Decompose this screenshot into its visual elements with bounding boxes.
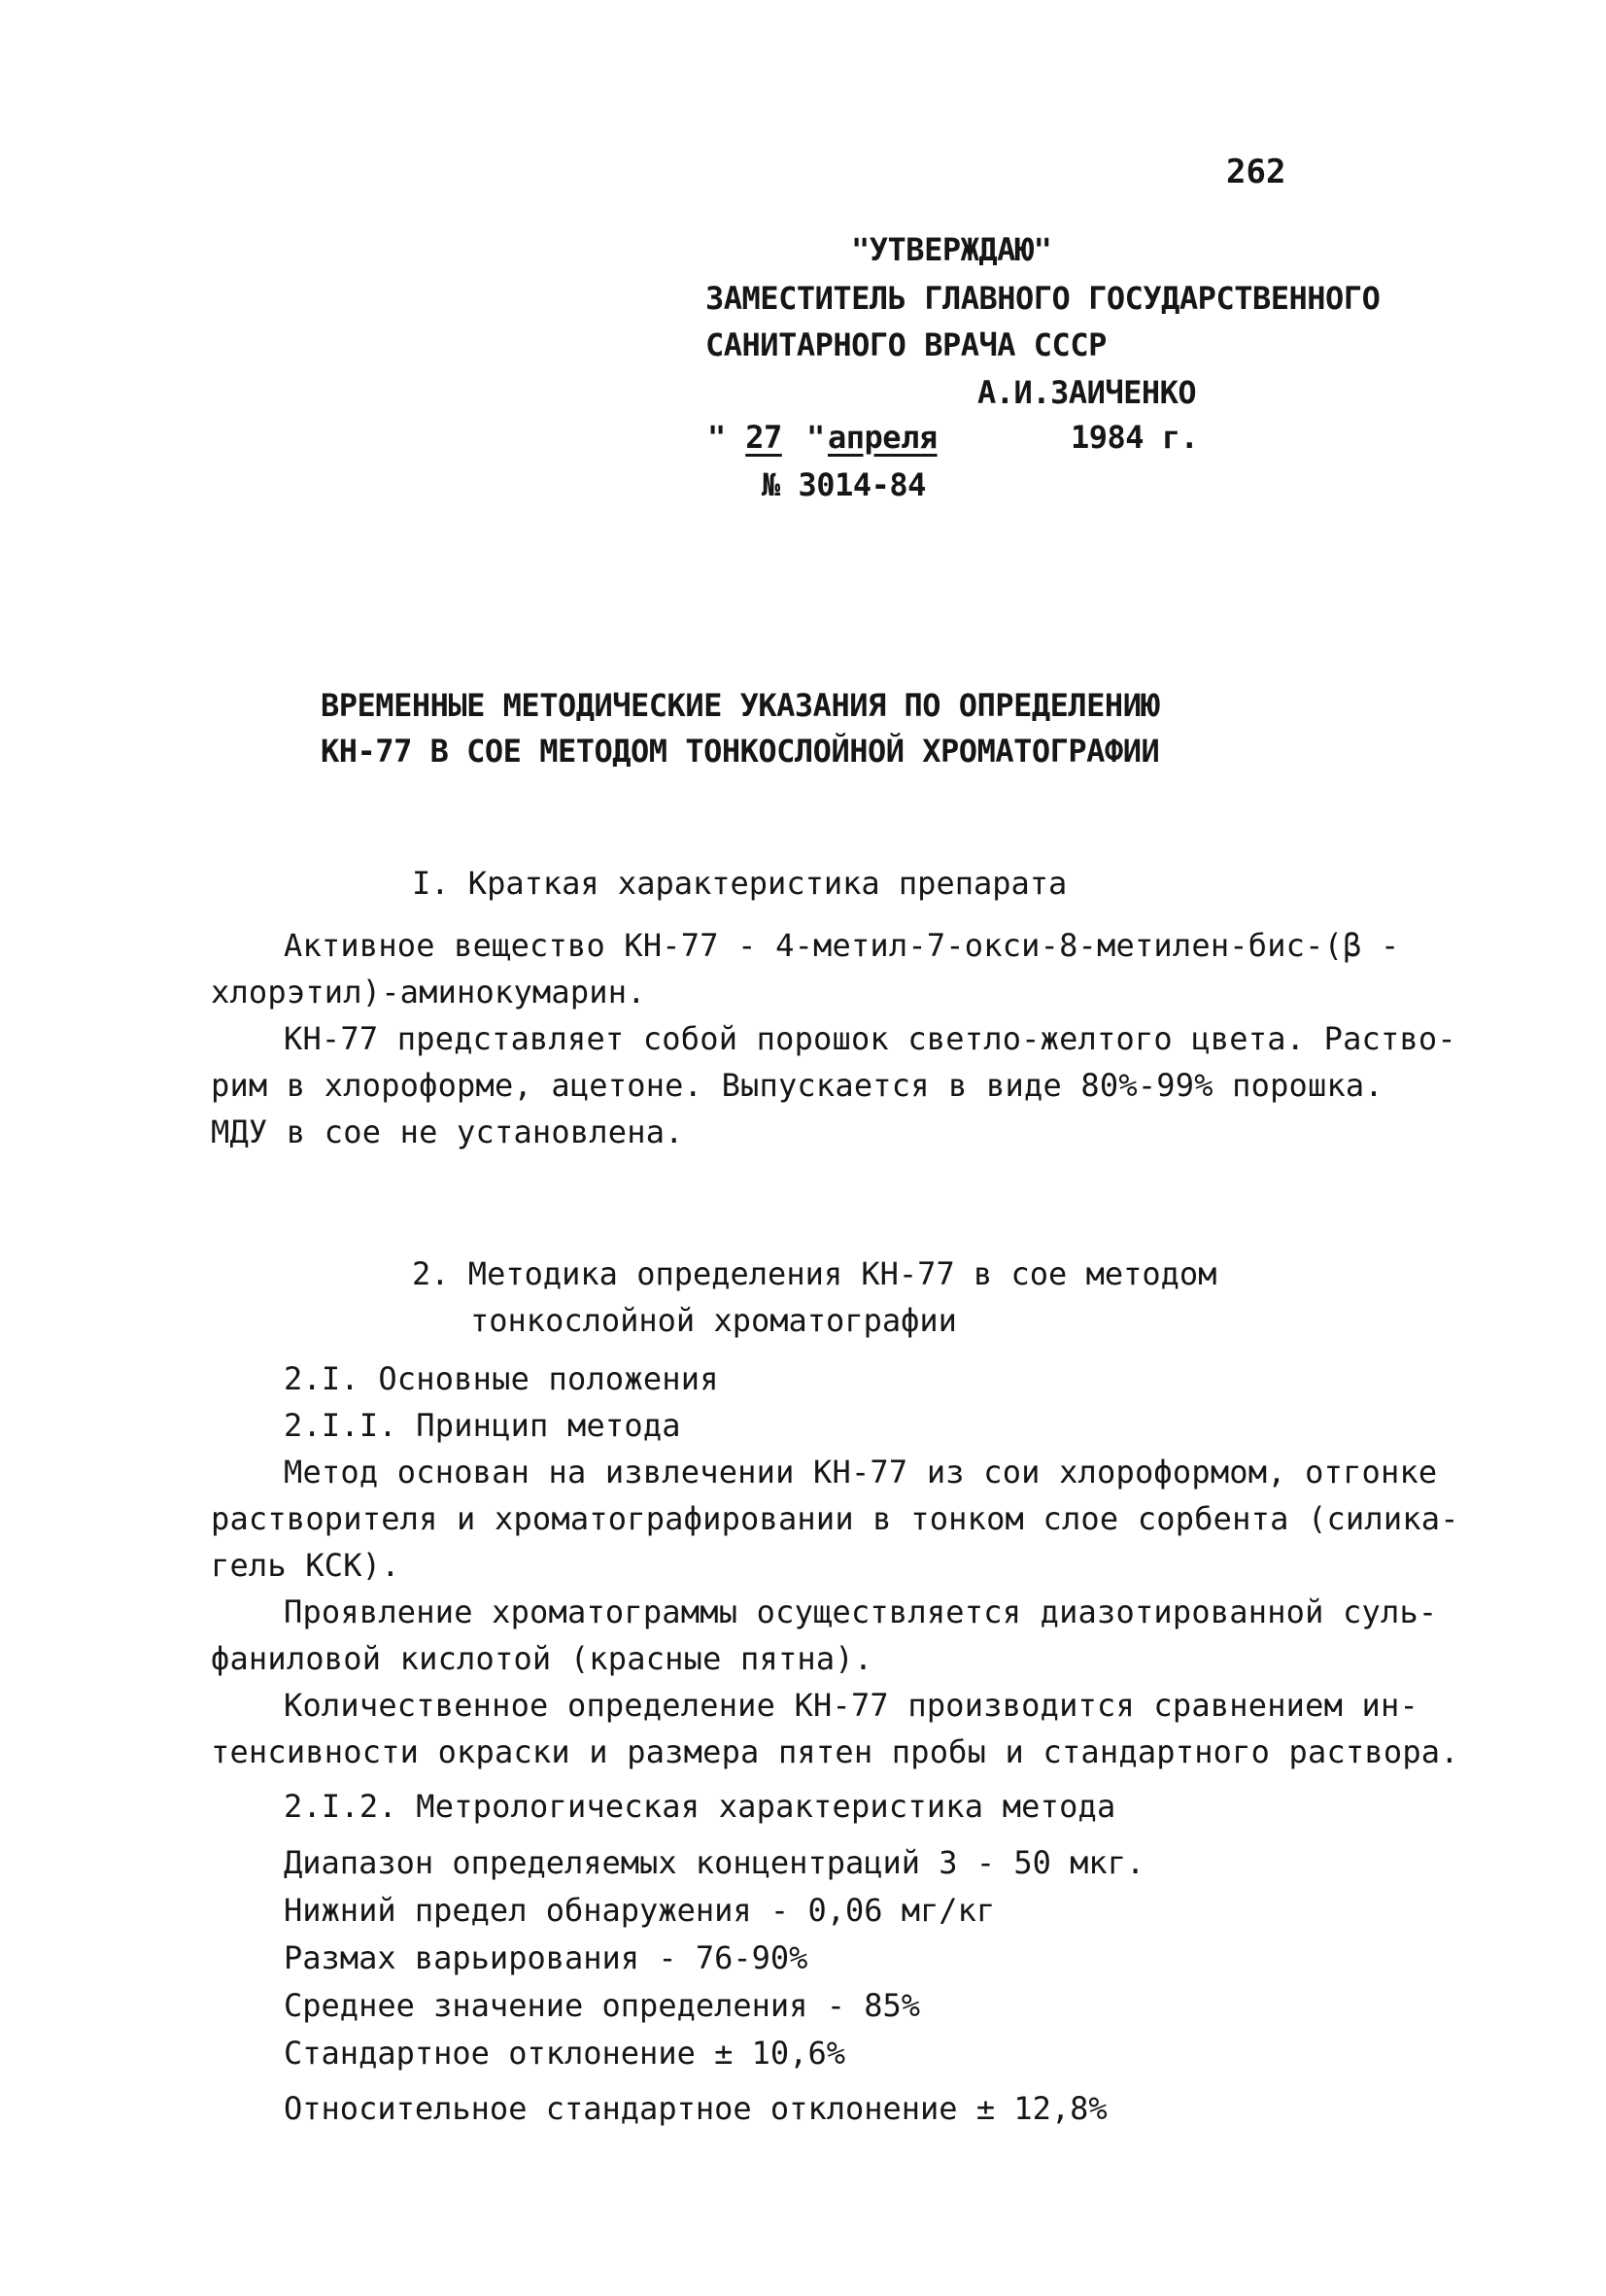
- approval-number: № 3014-84: [762, 466, 926, 503]
- principle-line: растворителя и хроматографировании в тонком слое сорбента (силика-: [211, 1500, 1459, 1537]
- principle-line: фаниловой кислотой (красные пятна).: [211, 1640, 873, 1677]
- approval-name: А.И.ЗАИЧЕНКО: [977, 374, 1197, 411]
- approval-date-day: 27: [745, 419, 782, 456]
- principle-line: тенсивности окраски и размера пятен пробы и стандартного раствора.: [211, 1733, 1459, 1770]
- metric-line: Стандартное отклонение ± 10,6%: [284, 2035, 845, 2072]
- metric-line: Размах варьирования - 76-90%: [284, 1939, 808, 1976]
- approval-stamp: "УТВЕРЖДАЮ": [851, 231, 1052, 268]
- section2-heading-line2: тонкослойной хроматографии: [470, 1302, 957, 1339]
- section1-line: Активное вещество КН-77 - 4-метил-7-окси-8-метилен-бис-(β -: [284, 927, 1400, 964]
- title-line2: КН-77 В СОЕ МЕТОДОМ ТОНКОСЛОЙНОЙ ХРОМАТОГРАФИИ: [321, 733, 1160, 770]
- principle-line: гель КСК).: [211, 1547, 400, 1584]
- approval-date-close-quote: ": [806, 419, 825, 456]
- approval-position-line2: САНИТАРНОГО ВРАЧА СССР: [705, 326, 1107, 363]
- approval-date-open-quote: ": [707, 419, 726, 456]
- metric-line: Относительное стандартное отклонение ± 12,8%: [284, 2090, 1108, 2127]
- metric-line: Нижний предел обнаружения - 0,06 мг/кг: [284, 1892, 996, 1929]
- approval-date-year: 1984 г.: [1071, 419, 1199, 456]
- section1-line: КН-77 представляет собой порошок светло-желтого цвета. Раство-: [284, 1020, 1456, 1057]
- section1-line: хлорэтил)-аминокумарин.: [211, 974, 646, 1011]
- approval-position-line1: ЗАМЕСТИТЕЛЬ ГЛАВНОГО ГОСУДАРСТВЕННОГО: [705, 280, 1381, 317]
- subsection-2-1-1-heading: 2.I.I. Принцип метода: [284, 1407, 681, 1444]
- principle-line: Проявление хроматограммы осуществляется диазотированной суль-: [284, 1593, 1438, 1630]
- section1-line: рим в хлороформе, ацетоне. Выпускается в виде 80%-99% порошка.: [211, 1067, 1384, 1104]
- section2-heading-line1: 2. Методика определения КН-77 в сое методом: [412, 1255, 1217, 1292]
- principle-line: Количественное определение КН-77 производится сравнением ин-: [284, 1687, 1418, 1724]
- section1-heading: I. Краткая характеристика препарата: [412, 865, 1068, 902]
- metric-line: Среднее значение определения - 85%: [284, 1987, 921, 2024]
- subsection-2-1-heading: 2.I. Основные положения: [284, 1360, 719, 1397]
- section1-line: МДУ в сое не установлена.: [211, 1114, 684, 1150]
- subsection-2-1-2-heading: 2.I.2. Метрологическая характеристика метода: [284, 1788, 1116, 1825]
- title-line1: ВРЕМЕННЫЕ МЕТОДИЧЕСКИЕ УКАЗАНИЯ ПО ОПРЕДЕЛЕНИЮ: [321, 687, 1160, 724]
- page-number: 262: [1226, 153, 1286, 191]
- approval-date-month: апреля: [828, 419, 938, 456]
- principle-line: Метод основан на извлечении КН-77 из сои хлороформом, отгонке: [284, 1454, 1438, 1491]
- metric-line: Диапазон определяемых концентраций 3 - 50 мкг.: [284, 1844, 1145, 1881]
